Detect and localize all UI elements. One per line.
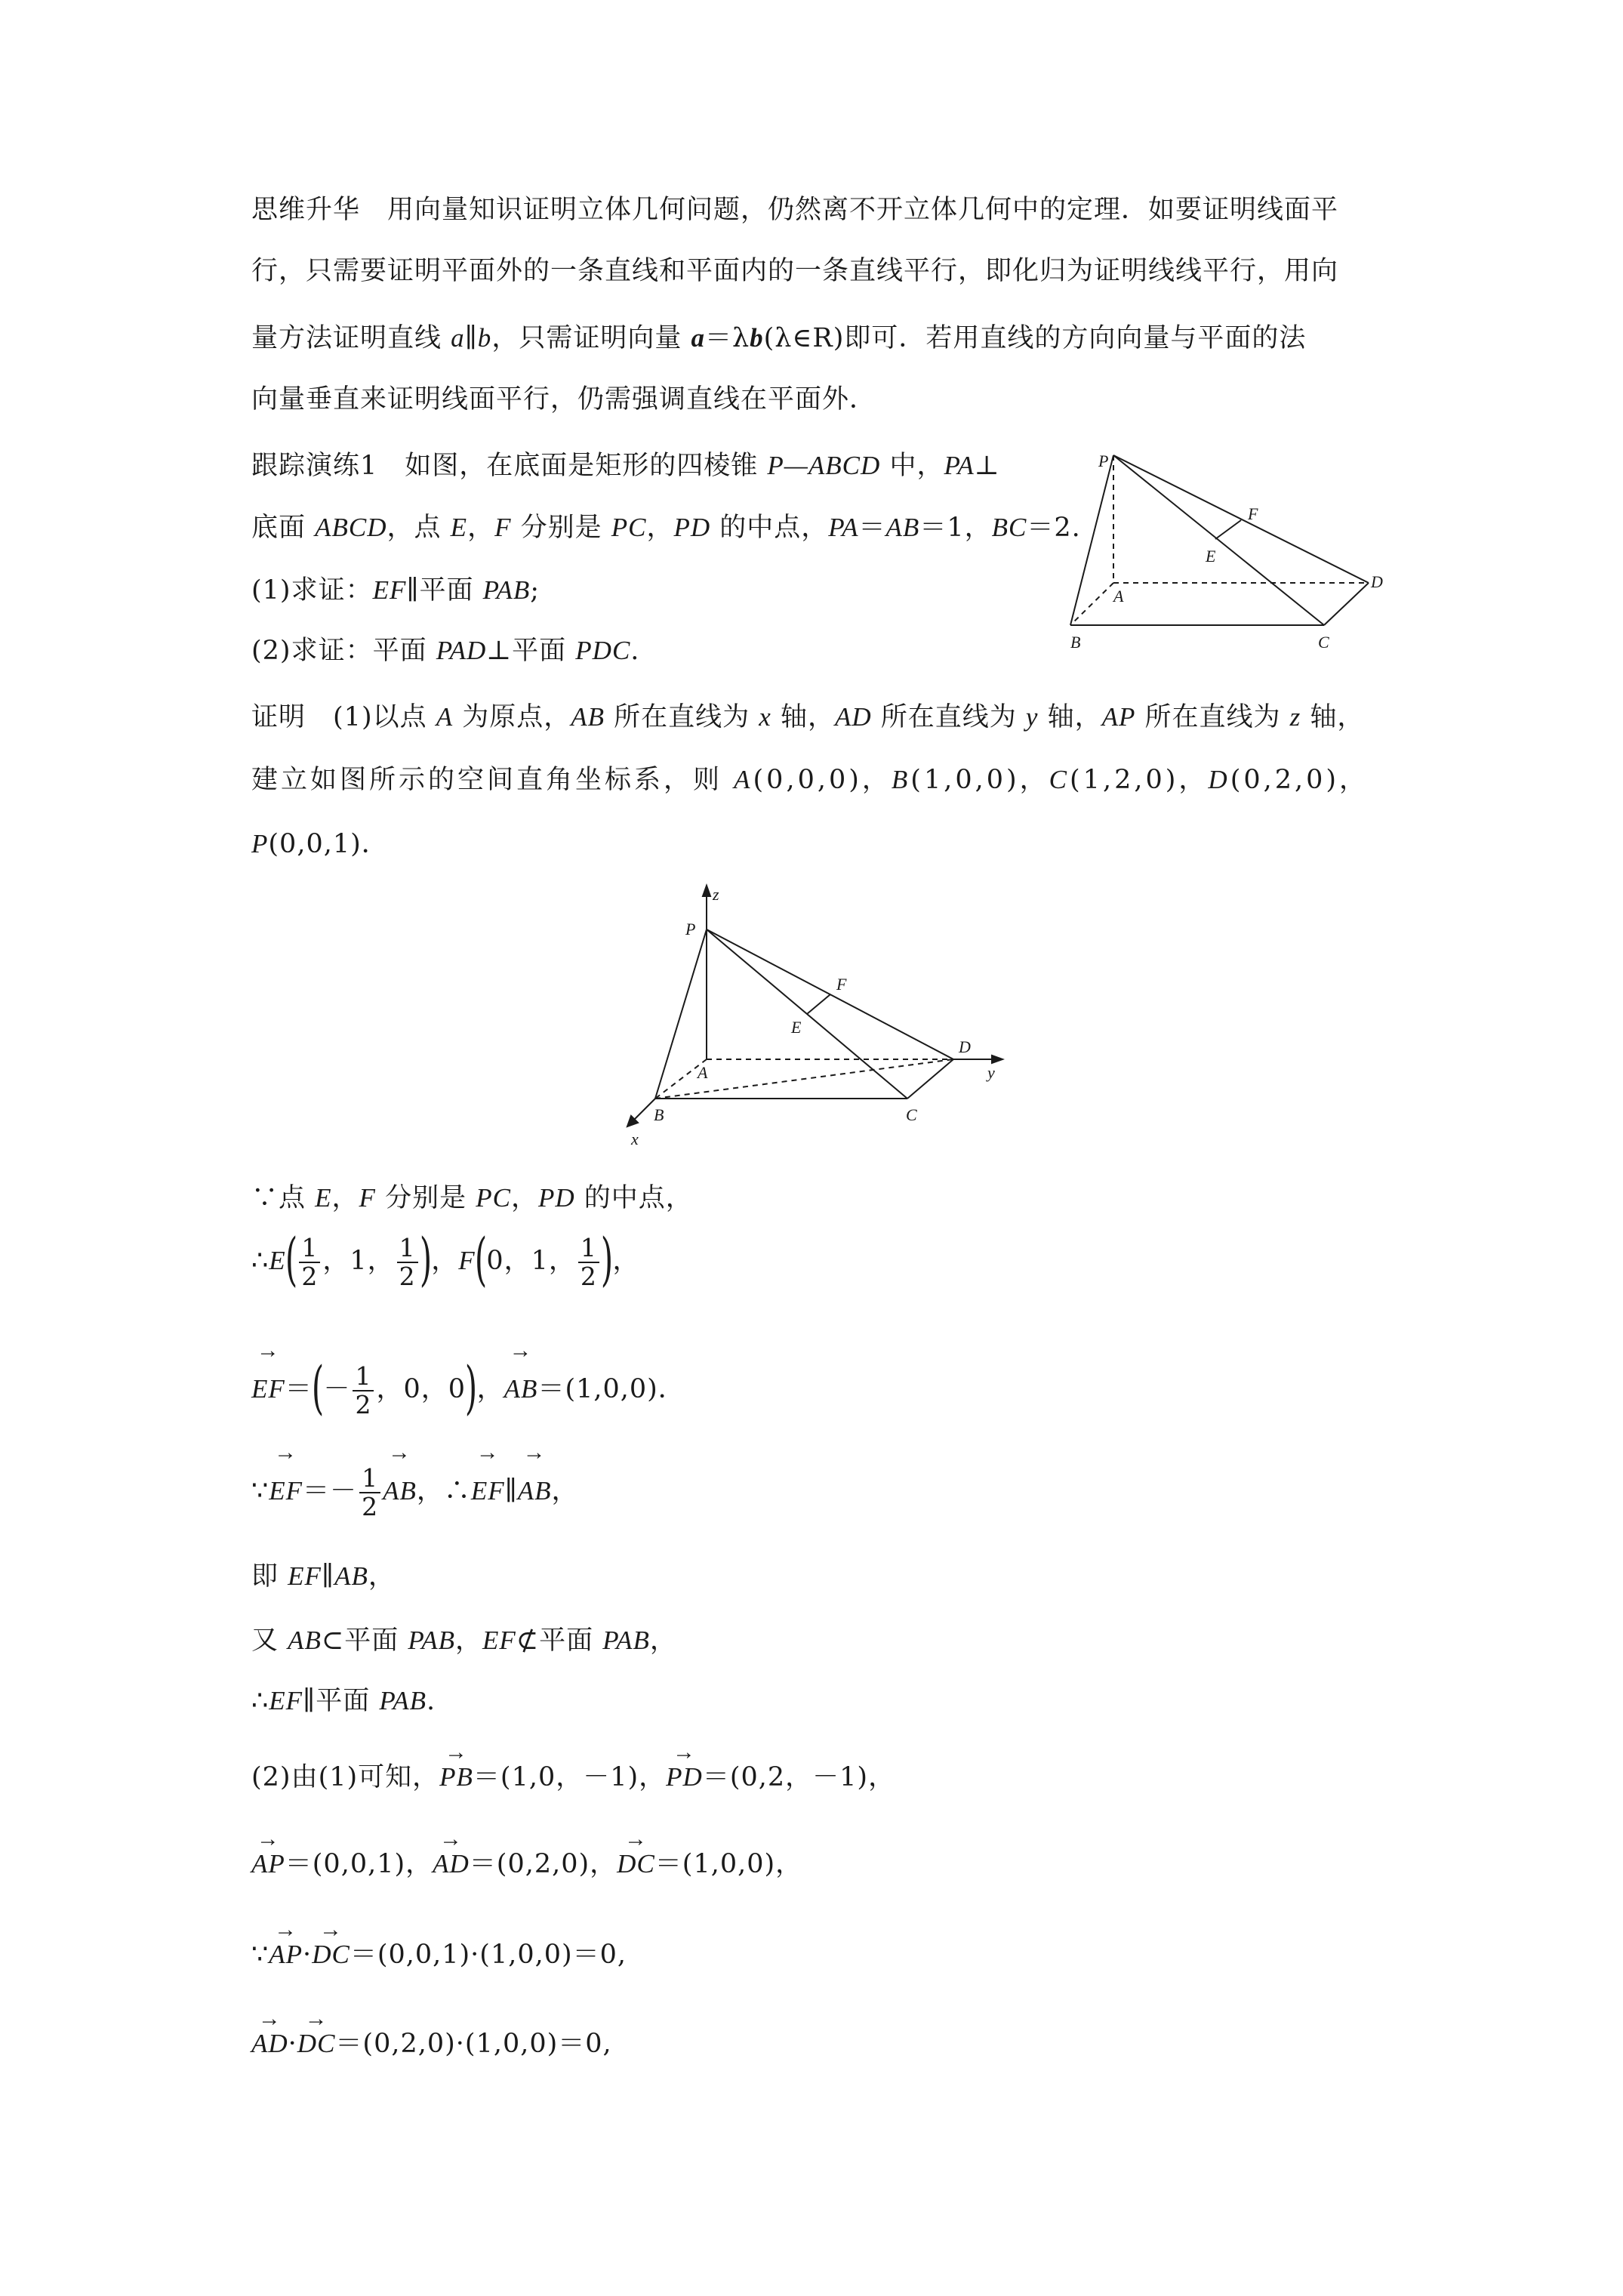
intro-line-1: 思维升华 用向量知识证明立体几何问题，仍然离不开立体几何中的定理．如要证明线面平	[251, 195, 1339, 225]
exercise-line-1: 跟踪演练1 如图，在底面是矩形的四棱锥 P—ABCD 中，PA⊥	[251, 451, 1000, 481]
label-p: P	[685, 920, 696, 938]
step-9: → AP＝(0,0,1)，→ AD＝(0,2,0)，→ DC＝(1,0,0)，	[251, 1848, 802, 1881]
edge-pd	[1113, 455, 1369, 583]
label-d: D	[1371, 572, 1383, 591]
edge-pc	[1113, 455, 1324, 625]
step-7: ∴EF∥平面 PAB.	[251, 1686, 436, 1716]
label-a: A	[1113, 587, 1124, 606]
label-e: E	[1206, 547, 1216, 566]
y-axis-arrow	[992, 1056, 1002, 1063]
intro-line-2: 行，只需要证明平面外的一条直线和平面内的一条直线平行，即化归为证明线线平行，用向	[251, 256, 1339, 286]
label-c: C	[906, 1105, 917, 1124]
exercise-label: 跟踪演练1	[251, 451, 378, 481]
label-z: z	[713, 885, 719, 904]
proof-line-2: 建立如图所示的空间直角坐标系，则 A(0,0,0)，B(1,0,0)，C(1,2,0)，D(0,2,0)，	[251, 765, 1369, 795]
coordinate-figure	[619, 880, 1019, 1151]
edge-cd	[907, 1059, 953, 1099]
step-2: ∴E( $\frac{1}{2}$ ，1， $\frac{1}{2}$ )，F(0，1， $\frac{1}{2}$ )，	[251, 1225, 640, 1293]
step-1: ∵点 E，F 分别是 PC，PD 的中点，	[251, 1183, 693, 1213]
x-axis	[633, 1099, 655, 1121]
label-f: F	[1248, 504, 1258, 523]
label-d: D	[959, 1037, 971, 1056]
proof-line-1: 证明 (1)以点 A 为原点，AB 所在直线为 x 轴，AD 所在直线为 y 轴，AP 所在直线为 z 轴，	[251, 702, 1365, 732]
fraction: $\frac{1}{2}$	[353, 1363, 374, 1419]
step-3: → EF＝(－ $\frac{1}{2}$ ，0，0)，→ AB＝(1,0,0)．	[251, 1359, 685, 1419]
label-f: F	[836, 975, 847, 994]
label-p: P	[1098, 451, 1109, 470]
pyramid-figure	[1057, 442, 1404, 661]
step-10: ∵→ AP·→ DC＝(0,0,1)·(1,0,0)＝0,	[251, 1938, 627, 1971]
intro-line-3: 量方法证明直线 a∥b，只需证明向量 a＝λb(λ∈R)即可．若用直线的方向向量与平面的法	[251, 323, 1307, 353]
segment-ef	[1215, 520, 1241, 539]
step-6: 又 AB⊂平面 PAB，EF⊄平面 PAB，	[251, 1626, 677, 1656]
edge-pb	[1070, 455, 1113, 625]
proof-label: 证明	[251, 702, 306, 732]
fraction: $\frac{1}{2}$	[397, 1234, 418, 1290]
step-4: ∵→ EF＝－ $\frac{1}{2}$ → AB，∴→ EF∥→ AB，	[251, 1461, 579, 1521]
intro-label: 思维升华	[251, 195, 361, 225]
fraction: $\frac{1}{2}$	[359, 1465, 380, 1521]
segment-ef	[807, 994, 830, 1014]
step-5: 即 EF∥AB，	[251, 1561, 396, 1592]
question-1: (1)求证：EF∥平面 PAB;	[251, 575, 540, 606]
exercise-line-2: 底面 ABCD，点 E，F 分别是 PC，PD 的中点，PA＝AB＝1，BC＝2.	[251, 513, 1081, 543]
label-b: B	[654, 1105, 664, 1124]
label-b: B	[1070, 633, 1081, 652]
question-2: (2)求证：平面 PAD⊥平面 PDC.	[251, 636, 640, 666]
label-a: A	[698, 1063, 708, 1082]
label-y: y	[987, 1063, 995, 1082]
proof-line-3: P(0,0,1)．	[251, 829, 389, 859]
label-c: C	[1318, 633, 1329, 652]
edge-cd	[1324, 583, 1369, 625]
label-x: x	[631, 1130, 639, 1148]
intro-line-4: 向量垂直来证明线面平行，仍需强调直线在平面外．	[251, 384, 877, 415]
label-e: E	[791, 1018, 802, 1037]
fraction: $\frac{1}{2}$	[299, 1234, 320, 1290]
edge-ab-hidden	[1070, 583, 1113, 625]
step-8: (2)由(1)可知，→ PB＝(1,0，－1)，→ PD＝(0,2，－1)，	[251, 1761, 895, 1794]
z-axis-arrow	[703, 886, 710, 896]
step-11: → AD·→ DC＝(0,2,0)·(1,0,0)＝0,	[251, 2027, 612, 2060]
fraction: $\frac{1}{2}$	[578, 1234, 599, 1290]
